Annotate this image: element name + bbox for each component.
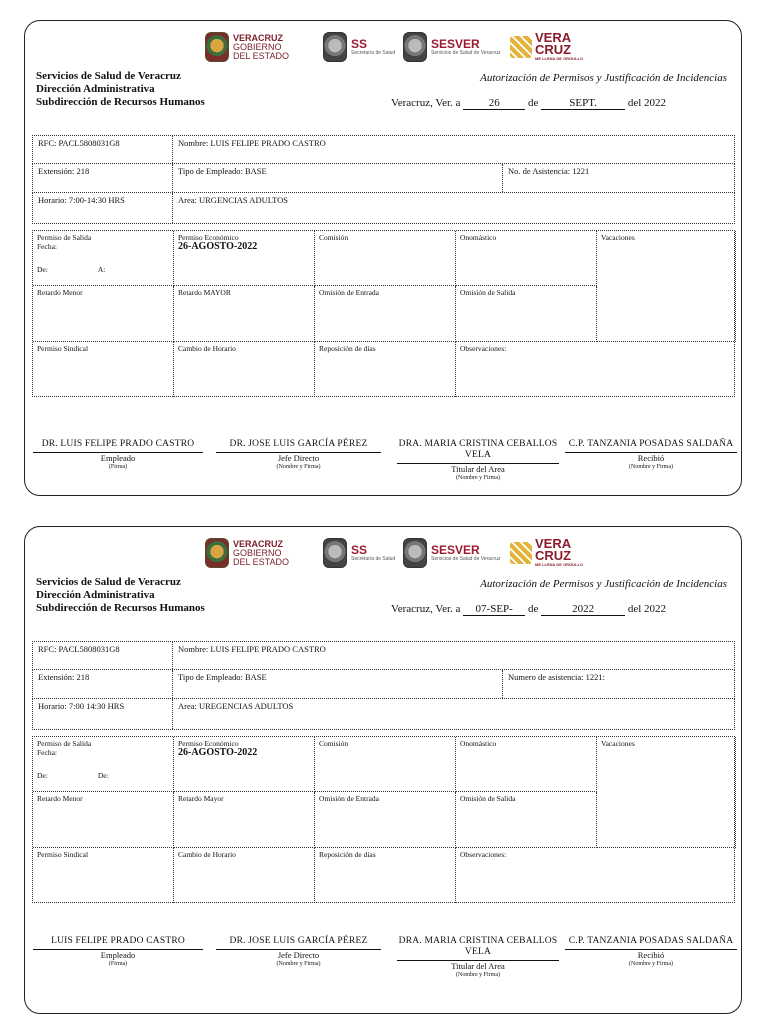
signature-name: C.P. TANZANIA POSADAS SALDAÑA xyxy=(568,439,734,449)
schedule-field: Horario: 7:00 14:30 HRS xyxy=(33,699,173,729)
exit-date-label: Fecha: xyxy=(37,242,57,251)
area-field: Area: URGENCIAS ADULTOS xyxy=(178,195,289,205)
date-day-field[interactable]: 07-SEP- xyxy=(463,603,525,616)
permissions-table xyxy=(32,230,735,397)
info-row xyxy=(32,193,735,224)
signature-name: DR. LUIS FELIPE PRADO CASTRO xyxy=(41,439,195,449)
signature-receiver[interactable] xyxy=(565,936,737,968)
signature-name: DR. JOSE LUIS GARCÍA PÉREZ xyxy=(229,439,368,449)
date-line xyxy=(391,603,666,616)
extension-field: Extensión: 218 xyxy=(33,164,173,192)
signature-name: LUIS FELIPE PRADO CASTRO xyxy=(51,936,185,946)
entry-omission-cell[interactable]: Omisión de Entrada xyxy=(315,286,456,342)
ss-logo xyxy=(323,533,395,573)
economic-permit-value: 26-AGOSTO-2022 xyxy=(178,747,258,758)
org-direction: Dirección Administrativa xyxy=(36,589,155,601)
sesver-logo xyxy=(403,533,500,573)
info-row xyxy=(32,641,735,670)
logo-veracruz-line1: VERACRUZ xyxy=(233,32,284,43)
schedule-field: Horario: 7:00-14:30 HRS xyxy=(33,193,173,223)
org-subdirection: Subdirección de Recursos Humanos xyxy=(36,602,205,614)
economic-permit-cell[interactable] xyxy=(174,231,315,286)
minor-delay-cell[interactable]: Retardo Menor xyxy=(33,286,174,342)
signature-role: Jefe Directo xyxy=(277,950,320,960)
logo-veracruz-line3: DEL ESTADO xyxy=(233,556,290,567)
date-prefix: Veracruz, Ver. a xyxy=(391,603,461,615)
exit-permit-label: Permiso de Salida xyxy=(37,739,92,748)
exit-permit-cell[interactable] xyxy=(33,737,174,792)
rfc-field: RFC: PACL5808031G8 xyxy=(33,642,173,669)
authorization-form-2 xyxy=(24,526,742,1014)
employee-type-field: Tipo de Empleado: BASE xyxy=(173,164,503,192)
signature-sub: (Firma) xyxy=(108,464,128,470)
exit-to-label: De: xyxy=(97,771,109,780)
attendance-number-field: No. de Asistencia: 1221 xyxy=(508,166,590,176)
logo-vera-line1: VERA xyxy=(535,30,572,45)
signature-name: DRA. MARIA CRISTINA CEBALLOS VELA xyxy=(398,936,558,957)
logo-strip xyxy=(205,533,615,573)
signature-role: Titular del Area xyxy=(451,464,505,474)
info-row xyxy=(32,699,735,730)
date-year: del 2022 xyxy=(627,97,667,109)
name-field: Nombre: LUIS FELIPE PRADO CASTRO xyxy=(178,138,326,148)
org-name: Servicios de Salud de Veracruz xyxy=(36,576,181,588)
vacation-cell[interactable]: Vacaciones xyxy=(597,737,736,848)
union-permit-cell[interactable]: Permiso Sindical xyxy=(33,848,174,903)
exit-date-label: Fecha: xyxy=(37,748,57,757)
logo-strip xyxy=(205,27,615,67)
date-de: de xyxy=(527,603,539,615)
form-title: Autorización de Permisos y Justificación de Incidencias xyxy=(480,72,727,84)
name-field: Nombre: LUIS FELIPE PRADO CASTRO xyxy=(178,644,326,654)
exit-to-label: A: xyxy=(97,265,106,274)
sesver-seal-icon xyxy=(403,538,427,568)
signature-sub: (Nombre y Firma) xyxy=(456,972,500,978)
date-de: de xyxy=(527,97,539,109)
logo-sesver-title: SESVER xyxy=(431,36,480,51)
schedule-change-cell[interactable]: Cambio de Horario xyxy=(174,848,315,903)
logo-vera-line2: CRUZ xyxy=(535,548,572,563)
vera-pattern-icon xyxy=(510,36,532,58)
signature-role: Titular del Area xyxy=(451,961,505,971)
employee-type-field: Tipo de Empleado: BASE xyxy=(173,670,503,698)
logo-veracruz-line1: VERACRUZ xyxy=(233,538,284,549)
economic-permit-label: Permiso Económico xyxy=(178,739,239,748)
exit-omission-cell[interactable]: Omisión de Salida xyxy=(456,286,597,342)
logo-veracruz-line2: GOBIERNO xyxy=(233,41,282,52)
date-year: del 2022 xyxy=(627,603,667,615)
logo-ss-title: SS xyxy=(351,36,368,51)
signature-area-head[interactable] xyxy=(397,936,559,979)
veracruz-government-logo xyxy=(205,27,289,67)
signature-role: Recibió xyxy=(637,453,665,463)
days-replacement-cell[interactable]: Reposición de días xyxy=(315,342,456,397)
info-row xyxy=(32,135,735,164)
signature-role: Jefe Directo xyxy=(277,453,320,463)
state-seal-icon xyxy=(205,32,229,62)
sesver-logo xyxy=(403,27,500,67)
authorization-form-1 xyxy=(24,20,742,496)
ss-logo xyxy=(323,27,395,67)
logo-vera-tag: ME LLENA DE ORGULLO xyxy=(535,562,584,567)
vera-pattern-icon xyxy=(510,542,532,564)
logo-ss-sub: Secretaría de Salud xyxy=(351,49,396,56)
commission-cell[interactable]: Comisión xyxy=(315,231,456,286)
date-day-field[interactable]: 26 xyxy=(463,97,525,110)
date-prefix: Veracruz, Ver. a xyxy=(391,97,461,109)
exit-omission-cell[interactable]: Omisión de Salida xyxy=(456,792,597,848)
org-subdirection: Subdirección de Recursos Humanos xyxy=(36,96,205,108)
org-direction: Dirección Administrativa xyxy=(36,83,155,95)
signature-sub: (Nombre y Firma) xyxy=(276,464,321,470)
exit-permit-cell[interactable] xyxy=(33,231,174,286)
vera-cruz-logo xyxy=(510,533,583,573)
signature-sub: (Nombre y Firma) xyxy=(456,475,500,481)
employee-info-grid xyxy=(32,641,735,730)
logo-sesver-sub: Servicios de Salud de Veracruz xyxy=(431,49,501,56)
economic-permit-label: Permiso Económico xyxy=(178,233,239,242)
signature-name: DRA. MARIA CRISTINA CEBALLOS VELA xyxy=(398,439,558,460)
commission-cell[interactable]: Comisión xyxy=(315,737,456,792)
economic-permit-cell[interactable] xyxy=(174,737,315,792)
minor-delay-cell[interactable]: Retardo Menor xyxy=(33,792,174,848)
logo-veracruz-line3: DEL ESTADO xyxy=(233,50,290,61)
signature-sub: (Nombre y Firma) xyxy=(629,961,673,967)
signature-role: Empleado xyxy=(100,453,136,463)
observations-cell[interactable]: Observaciones: xyxy=(460,850,507,859)
signature-sub: (Firma) xyxy=(108,961,128,967)
logo-vera-line2: CRUZ xyxy=(535,42,572,57)
info-row xyxy=(32,670,735,699)
federal-seal-icon xyxy=(323,538,347,568)
federal-seal-icon xyxy=(323,32,347,62)
date-month-field[interactable]: 2022 xyxy=(541,603,625,616)
schedule-change-cell[interactable]: Cambio de Horario xyxy=(174,342,315,397)
logo-ss-title: SS xyxy=(351,542,368,557)
onomastic-cell[interactable]: Onomástico xyxy=(456,737,597,792)
employee-info-grid xyxy=(32,135,735,224)
major-delay-cell[interactable]: Retardo Mayor xyxy=(174,792,315,848)
org-name: Servicios de Salud de Veracruz xyxy=(36,70,181,82)
logo-veracruz-line2: GOBIERNO xyxy=(233,547,282,558)
signature-employee[interactable] xyxy=(33,439,203,471)
days-replacement-cell[interactable]: Reposición de días xyxy=(315,848,456,903)
logo-sesver-sub: Servicios de Salud de Veracruz xyxy=(431,555,501,562)
area-field: Area: UREGENCIAS ADULTOS xyxy=(178,701,294,711)
state-seal-icon xyxy=(205,538,229,568)
signature-boss[interactable] xyxy=(216,439,381,471)
signature-sub: (Nombre y Firma) xyxy=(276,961,321,967)
economic-permit-value: 26-AGOSTO-2022 xyxy=(178,241,258,252)
veracruz-government-logo xyxy=(205,533,289,573)
permissions-table xyxy=(32,736,735,903)
logo-vera-tag: ME LLENA DE ORGULLO xyxy=(535,56,584,61)
sesver-seal-icon xyxy=(403,32,427,62)
major-delay-cell[interactable]: Retardo MAYOR xyxy=(174,286,315,342)
organization-block xyxy=(36,576,205,615)
union-permit-cell[interactable]: Permiso Sindical xyxy=(33,342,174,397)
signature-receiver[interactable] xyxy=(565,439,737,471)
signature-area-head[interactable] xyxy=(397,439,559,482)
signature-name: DR. JOSE LUIS GARCÍA PÉREZ xyxy=(229,936,368,946)
signature-role: Recibió xyxy=(637,950,665,960)
info-row xyxy=(32,164,735,193)
exit-from-label: De: xyxy=(37,265,48,274)
vera-cruz-logo xyxy=(510,27,583,67)
attendance-number-field: Numero de asistencia: 1221: xyxy=(508,672,606,682)
entry-omission-cell[interactable]: Omisión de Entrada xyxy=(315,792,456,848)
signature-role: Empleado xyxy=(100,950,136,960)
exit-from-label: De: xyxy=(37,771,48,780)
logo-ss-sub: Secretaría de Salud xyxy=(351,555,396,562)
organization-block xyxy=(36,70,205,109)
logo-vera-line1: VERA xyxy=(535,536,572,551)
date-month-field[interactable]: SEPT. xyxy=(541,97,625,110)
vacation-cell[interactable]: Vacaciones xyxy=(597,231,736,342)
extension-field: Extensión: 218 xyxy=(33,670,173,698)
exit-permit-label: Permiso de Salida xyxy=(37,233,92,242)
rfc-field: RFC: PACL5808031G8 xyxy=(33,136,173,163)
onomastic-cell[interactable]: Onomástico xyxy=(456,231,597,286)
observations-cell[interactable]: Observaciones: xyxy=(460,344,507,353)
signature-name: C.P. TANZANIA POSADAS SALDAÑA xyxy=(568,936,734,946)
signature-employee[interactable] xyxy=(33,936,203,968)
form-title: Autorización de Permisos y Justificación de Incidencias xyxy=(480,578,727,590)
date-line xyxy=(391,97,666,110)
logo-sesver-title: SESVER xyxy=(431,542,480,557)
signature-sub: (Nombre y Firma) xyxy=(629,464,673,470)
signature-boss[interactable] xyxy=(216,936,381,968)
